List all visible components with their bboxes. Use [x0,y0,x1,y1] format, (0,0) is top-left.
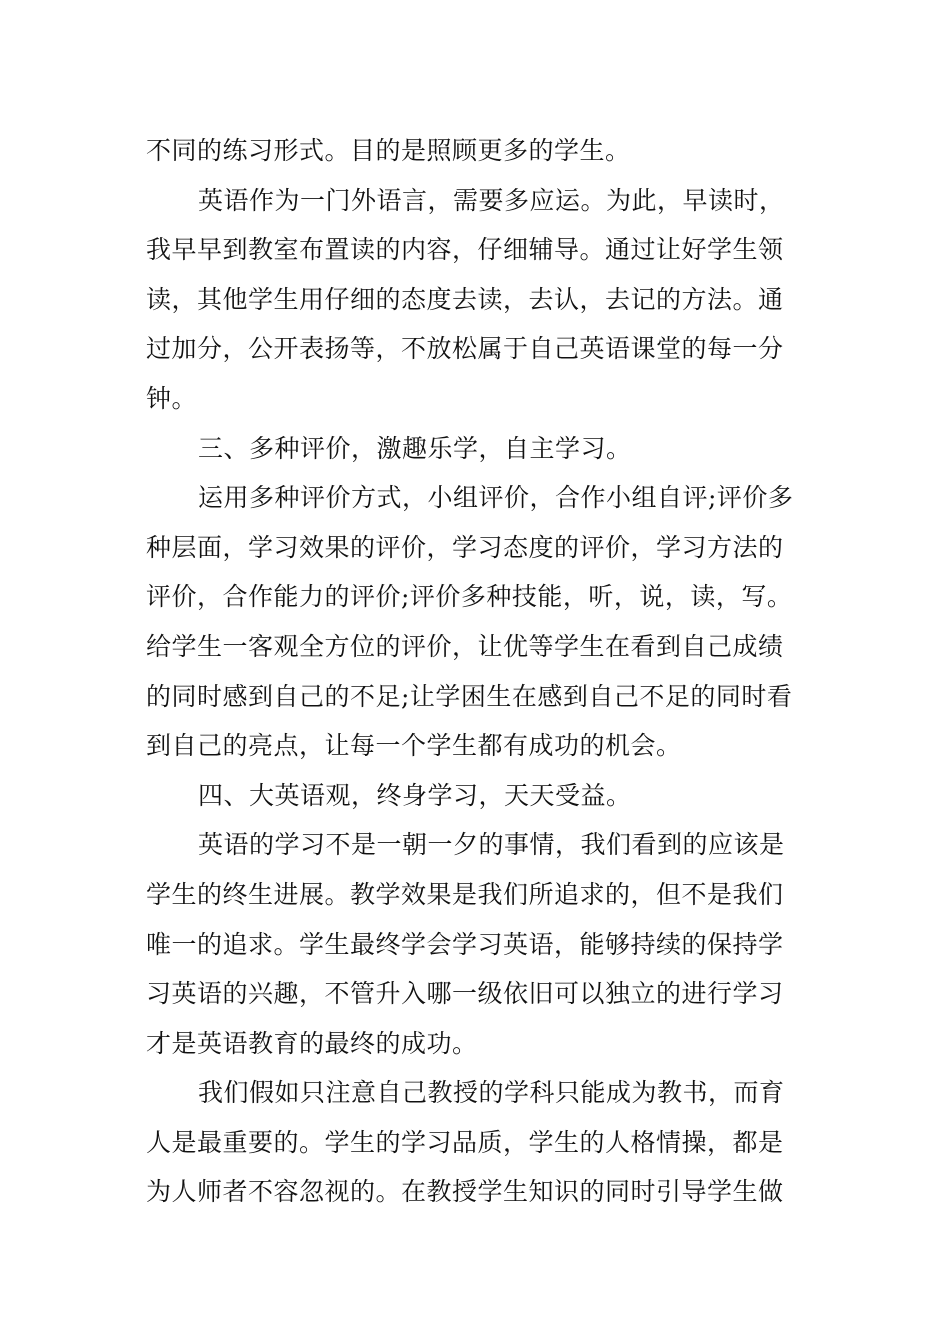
text-line: 给学生一客观全方位的评价，让优等学生在看到自己成绩 [146,631,784,661]
text-line: 钟。 [146,383,198,413]
text-line: 过加分，公开表扬等，不放松属于自己英语课堂的每一分 [146,334,784,364]
text-line: 英语的学习不是一朝一夕的事情，我们看到的应该是 [198,830,785,860]
text-line: 才是英语教育的最终的成功。 [146,1028,478,1058]
text-line: 评价，合作能力的评价;评价多种技能，听，说，读，写。 [146,582,793,612]
text-line: 我早早到教室布置读的内容，仔细辅导。通过让好学生领 [146,235,784,265]
text-line: 习英语的兴趣，不管升入哪一级依旧可以独立的进行学习 [146,979,784,1009]
text-line: 的同时感到自己的不足;让学困生在感到自己不足的同时看 [146,681,793,711]
text-line: 到自己的亮点，让每一个学生都有成功的机会。 [146,731,682,761]
text-line: 四、大英语观，终身学习，天天受益。 [198,780,632,810]
text-line: 不同的练习形式。目的是照顾更多的学生。 [146,136,631,165]
text-line: 三、多种评价，激趣乐学，自主学习。 [198,433,632,463]
document-body [146,126,816,1217]
text-line: 英语作为一门外语言，需要多应运。为此，早读时， [198,185,785,215]
text-line: 读，其他学生用仔细的态度去读，去认，去记的方法。通 [146,284,784,314]
text-line: 种层面，学习效果的评价，学习态度的评价，学习方法的 [146,532,784,562]
text-line: 为人师者不容忽视的。在教授学生知识的同时引导学生做 [146,1177,784,1207]
text-line: 唯一的追求。学生最终学会学习英语，能够持续的保持学 [146,929,784,959]
text-line: 学生的终生进展。教学效果是我们所追求的，但不是我们 [146,879,784,909]
text-line: 人是最重要的。学生的学习品质，学生的人格情操，都是 [146,1127,784,1157]
text-line: 我们假如只注意自己教授的学科只能成为教书，而育 [198,1078,785,1108]
text-line: 运用多种评价方式，小组评价，合作小组自评;评价多 [198,483,794,513]
